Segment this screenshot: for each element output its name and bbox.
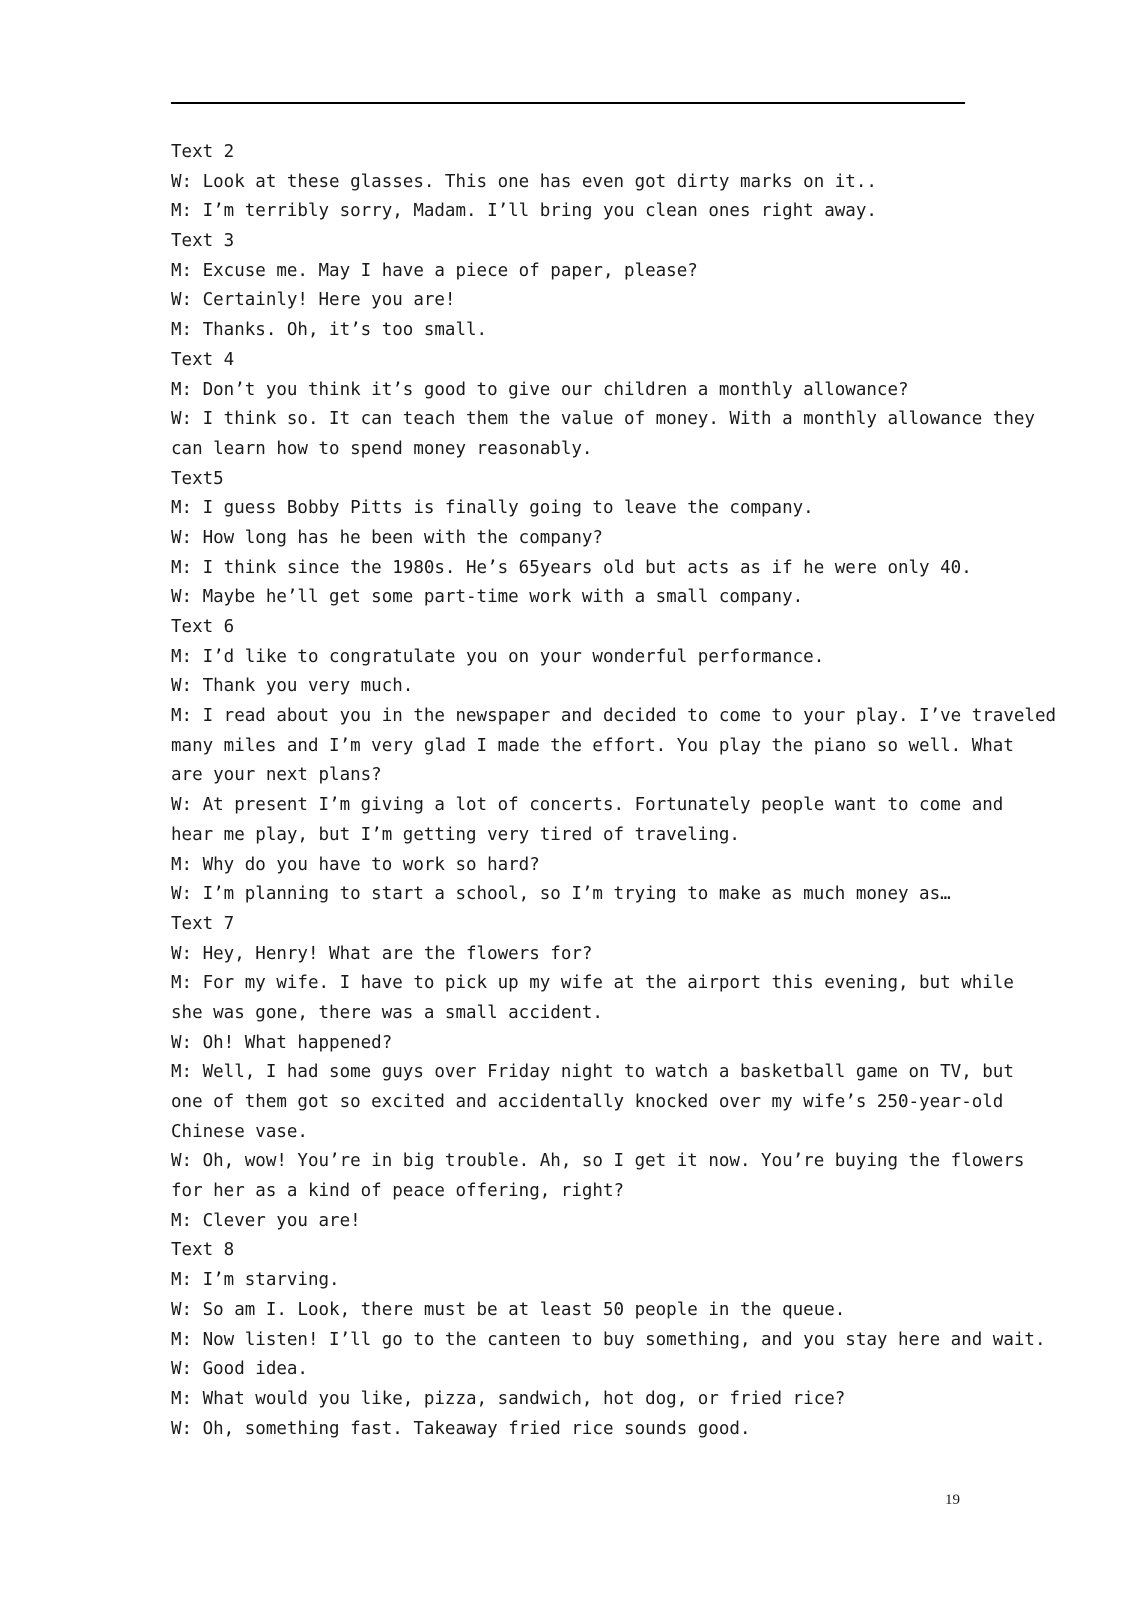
dialogue-line: W: At present I’m giving a lot of concerts. Fortunately people want to come and [171, 795, 1004, 816]
dialogue-line: M: Don’t you think it’s good to give our children a monthly allowance? [171, 379, 909, 400]
dialogue-line: M: I’d like to congratulate you on your wonderful performance. [171, 646, 825, 667]
dialogue-line: W: Look at these glasses. This one has even got dirty marks on it.. [171, 171, 877, 192]
dialogue-line: W: Good idea. [171, 1359, 308, 1380]
dialogue-line: M: Excuse me. May I have a piece of paper, please? [171, 260, 698, 281]
dialogue-line: M: For my wife. I have to pick up my wife at the airport this evening, but while [171, 973, 1014, 994]
dialogue-line: she was gone, there was a small accident. [171, 1002, 603, 1023]
transcript-body [171, 138, 1057, 1444]
dialogue-line: W: Oh! What happened? [171, 1032, 393, 1053]
header-rule [171, 102, 965, 104]
dialogue-line: M: I’m starving. [171, 1270, 340, 1291]
dialogue-line: many miles and I’m very glad I made the effort. You play the piano so well. What [171, 735, 1014, 756]
dialogue-line: M: Clever you are! [171, 1210, 361, 1231]
section-heading-text-8: Text 8 [171, 1240, 235, 1261]
dialogue-line: W: Thank you very much. [171, 676, 414, 697]
dialogue-line: one of them got so excited and accidentally knocked over my wife’s 250-year-old [171, 1092, 1004, 1112]
dialogue-line: hear me play, but I’m getting very tired of traveling. [171, 824, 740, 845]
dialogue-line: W: I think so. It can teach them the value of money. With a monthly allowance they [171, 409, 1035, 430]
dialogue-line: M: Well, I had some guys over Friday night to watch a basketball game on TV, but [171, 1062, 1014, 1083]
dialogue-line: W: Oh, wow! You’re in big trouble. Ah, so I get it now. You’re buying the flowers [171, 1151, 1025, 1172]
dialogue-line: W: Maybe he’ll get some part-time work with a small company. [171, 587, 804, 608]
dialogue-line: can learn how to spend money reasonably. [171, 438, 593, 459]
dialogue-line: W: So am I. Look, there must be at least 50 people in the queue. [171, 1299, 846, 1320]
dialogue-line: W: Hey, Henry! What are the flowers for? [171, 943, 593, 964]
section-heading-text-3: Text 3 [171, 231, 235, 252]
section-heading-text-4: Text 4 [171, 349, 235, 370]
dialogue-line: M: I’m terribly sorry, Madam. I’ll bring you clean ones right away. [171, 201, 877, 222]
dialogue-line: M: Why do you have to work so hard? [171, 854, 540, 875]
dialogue-line: M: Thanks. Oh, it’s too small. [171, 320, 488, 341]
dialogue-line: for her as a kind of peace offering, right? [171, 1181, 625, 1202]
section-heading-text-5: Text5 [171, 468, 224, 489]
dialogue-line: M: Now listen! I’ll go to the canteen to buy something, and you stay here and wait. [171, 1329, 1046, 1350]
page-number: 19 [945, 1492, 960, 1508]
dialogue-line: M: I read about you in the newspaper and decided to come to your play. I’ve traveled [171, 706, 1057, 727]
dialogue-line: W: Certainly! Here you are! [171, 290, 456, 311]
dialogue-line: W: I’m planning to start a school, so I’m trying to make as much money as… [171, 884, 951, 905]
dialogue-line: Chinese vase. [171, 1121, 308, 1142]
section-heading-text-7: Text 7 [171, 913, 235, 934]
dialogue-line: M: What would you like, pizza, sandwich, hot dog, or fried rice? [171, 1388, 846, 1409]
dialogue-line: are your next plans? [171, 765, 382, 786]
dialogue-line: M: I think since the 1980s. He’s 65years old but acts as if he were only 40. [171, 557, 972, 578]
section-heading-text-6: Text 6 [171, 617, 235, 637]
section-heading-text-2: Text 2 [171, 142, 235, 162]
dialogue-line: W: How long has he been with the company? [171, 527, 603, 548]
dialogue-line: M: I guess Bobby Pitts is finally going to leave the company. [171, 498, 814, 519]
dialogue-line: W: Oh, something fast. Takeaway fried rice sounds good. [171, 1418, 751, 1439]
